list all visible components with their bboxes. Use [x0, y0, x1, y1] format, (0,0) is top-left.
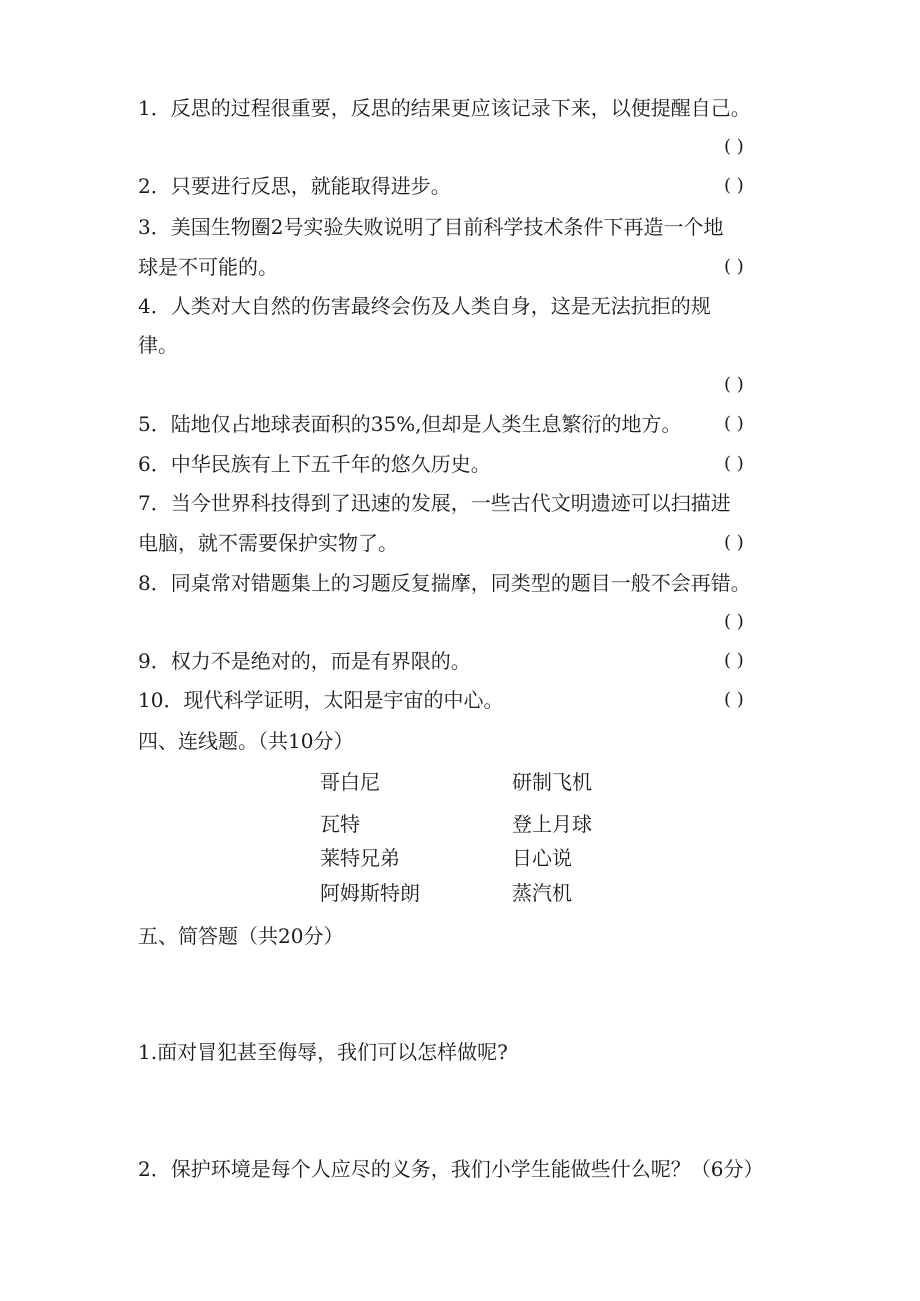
match-left-item-4: 阿姆斯特朗 [320, 881, 420, 905]
short-answer-question-1: 1.面对冒犯甚至侮辱，我们可以怎样做呢? [138, 1040, 508, 1064]
section-4-heading: 四、连线题。（共10分） [138, 729, 354, 753]
match-left-item-3: 莱特兄弟 [320, 846, 400, 870]
tf-item-10-text: 10．现代科学证明，太阳是宇宙的中心。 [138, 688, 504, 712]
tf-item-3-text: 3．美国生物圈2号实验失败说明了目前科学技术条件下再造一个地 [138, 215, 724, 239]
tf-item-4-continuation: 律。 [138, 333, 178, 357]
tf-item-10-answer-paren: ( ) [724, 689, 744, 710]
tf-item-3-continuation: 球是不可能的。 [138, 255, 278, 279]
match-right-item-4: 蒸汽机 [512, 881, 572, 905]
tf-item-3-answer-paren: ( ) [724, 256, 744, 277]
match-right-item-2: 登上月球 [512, 812, 592, 836]
short-answer-question-2: 2．保护环境是每个人应尽的义务，我们小学生能做些什么呢？（6分） [138, 1157, 764, 1181]
tf-item-2-answer-paren: ( ) [724, 175, 744, 196]
tf-item-7-text: 7．当今世界科技得到了迅速的发展，一些古代文明遗迹可以扫描进 [138, 491, 731, 515]
tf-item-5-text: 5．陆地仅占地球表面积的35%,但却是人类生息繁衍的地方。 [138, 412, 682, 436]
tf-item-8-text: 8．同桌常对错题集上的习题反复揣摩，同类型的题目一般不会再错。 [138, 571, 751, 595]
tf-item-9-text: 9．权力不是绝对的，而是有界限的。 [138, 649, 471, 673]
tf-item-1-answer-paren: ( ) [724, 136, 744, 157]
tf-item-7-continuation: 电脑，就不需要保护实物了。 [138, 531, 398, 555]
tf-item-4-text: 4．人类对大自然的伤害最终会伤及人类自身，这是无法抗拒的规 [138, 294, 711, 318]
match-right-item-1: 研制飞机 [512, 770, 592, 794]
section-5-heading: 五、简答题（共20分） [138, 924, 344, 948]
tf-item-7-answer-paren: ( ) [724, 532, 744, 553]
tf-item-6-answer-paren: ( ) [724, 453, 744, 474]
tf-item-4-answer-paren: ( ) [724, 374, 744, 395]
tf-item-5-answer-paren: ( ) [724, 413, 744, 434]
tf-item-6-text: 6．中华民族有上下五千年的悠久历史。 [138, 452, 491, 476]
tf-item-8-answer-paren: ( ) [724, 611, 744, 632]
match-right-item-3: 日心说 [512, 846, 572, 870]
match-left-item-1: 哥白尼 [320, 770, 380, 794]
tf-item-2-text: 2．只要进行反思，就能取得进步。 [138, 174, 451, 198]
match-left-item-2: 瓦特 [320, 812, 360, 836]
tf-item-9-answer-paren: ( ) [724, 650, 744, 671]
tf-item-1-text: 1．反思的过程很重要，反思的结果更应该记录下来，以便提醒自己。 [138, 96, 751, 120]
